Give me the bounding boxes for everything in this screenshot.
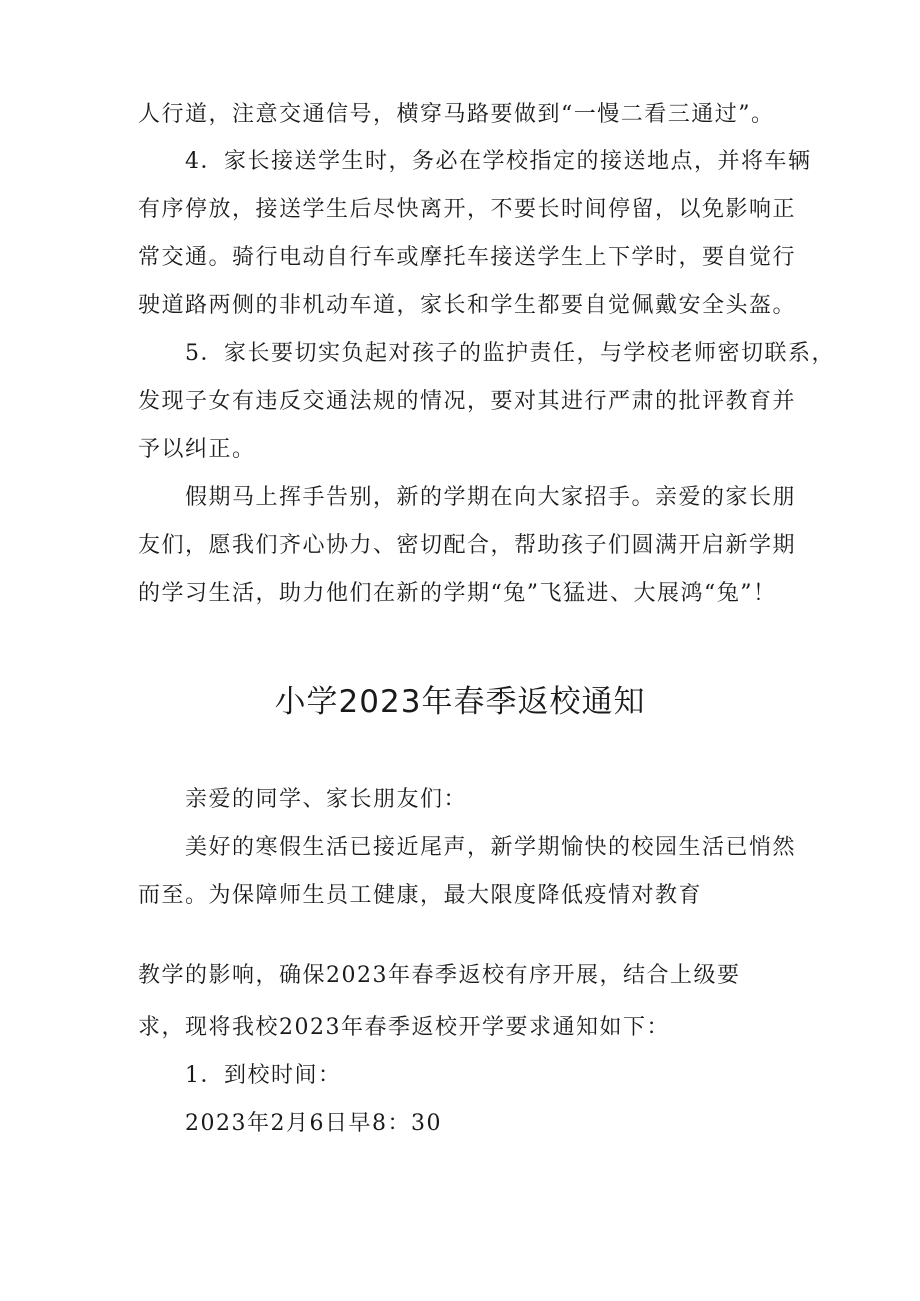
paragraph-line: 有序停放，接送学生后尽快离开，不要长时间停留，以免影响正 xyxy=(138,197,797,222)
paragraph-line: 而至。为保障师生员工健康，最大限度降低疫情对教育 xyxy=(138,883,703,908)
paragraph-line: 4．家长接送学生时，务必在学校指定的接送地点，并将车辆 xyxy=(185,149,812,174)
paragraph-line: 驶道路两侧的非机动车道，家长和学生都要自觉佩戴安全头盔。 xyxy=(138,293,797,318)
paragraph-line: 常交通。骑行电动自行车或摩托车接送学生上下学时，要自觉行 xyxy=(138,245,797,270)
paragraph-line: 友们，愿我们齐心协力、密切配合，帮助孩子们圆满开启新学期 xyxy=(138,533,797,558)
paragraph-line: 假期马上挥手告别，新的学期在向大家招手。亲爱的家长朋 xyxy=(185,485,797,510)
document-title: 小学2023年春季返校通知 xyxy=(274,684,646,720)
list-item-heading: 1．到校时间： xyxy=(185,1063,342,1088)
arrival-time: 2023年2月6日早8：30 xyxy=(185,1111,442,1136)
paragraph-line: 5．家长要切实负起对孩子的监护责任，与学校老师密切联系， xyxy=(185,341,835,366)
paragraph-line: 美好的寒假生活已接近尾声，新学期愉快的校园生活已悄然 xyxy=(185,835,797,860)
paragraph-line: 求，现将我校2023年春季返校开学要求通知如下： xyxy=(138,1015,670,1040)
paragraph-line: 的学习生活，助力他们在新的学期“兔”飞猛进、大展鸿“兔”！ xyxy=(138,581,777,606)
paragraph-line: 人行道，注意交通信号，横穿马路要做到“一慢二看三通过”。 xyxy=(138,102,775,127)
paragraph-line: 教学的影响，确保2023年春季返校有序开展，结合上级要 xyxy=(138,963,741,988)
salutation: 亲爱的同学、家长朋友们： xyxy=(185,787,468,812)
paragraph-line: 予以纠正。 xyxy=(138,437,256,462)
paragraph-line: 发现子女有违反交通法规的情况，要对其进行严肃的批评教育并 xyxy=(138,389,797,414)
